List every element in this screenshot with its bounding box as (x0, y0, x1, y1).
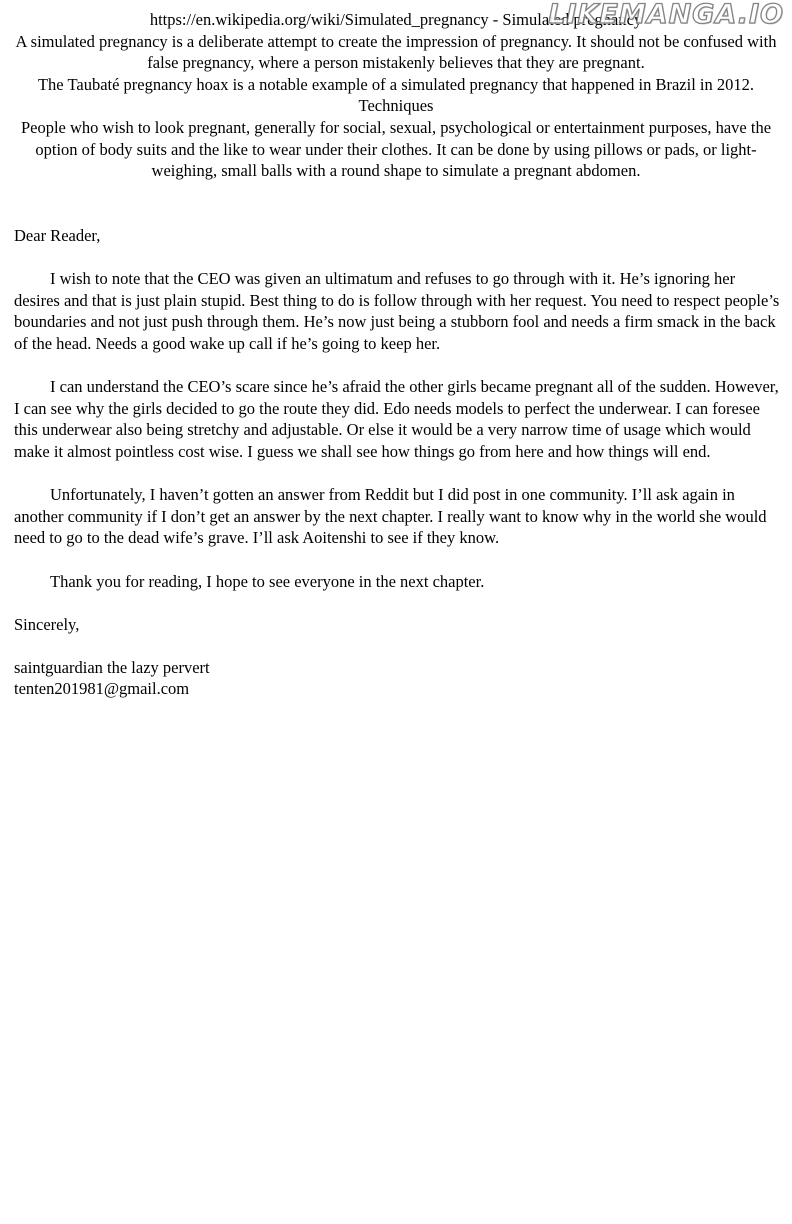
letter-paragraph: I wish to note that the CEO was given an ultimatum and refuses to go through with it. He’s ignoring her desires and that is just plain stupid. Best thing to do is follow through with her request. You need to respect people’s boundaries and not just push through them. He’s now just being a stubborn fool and needs a firm smack in the back of the head. Needs a good wake up call if he’s going to keep her. (14, 269, 780, 353)
letter-paragraph: I can understand the CEO’s scare since he’s afraid the other girls became pregnant all of the sudden. However, I can see why the girls decided to go the route they did. Edo needs models to perfect the underwear. I can foresee this underwear also being stretchy and adjustable. Or else it would be a very narrow time of usage which would make it almost pointless cost wise. I guess we shall see how things go from here and how things will end. (14, 377, 779, 461)
example-text: The Taubaté pregnancy hoax is a notable example of a simulated pregnancy that happened in Brazil in 2012. (37, 74, 755, 94)
definition-text: A simulated pregnancy is a deliberate attempt to create the impression of pregnancy. It should not be confused with false pregnancy, where a person mistakenly believes that they are pregnant. (15, 31, 777, 73)
site-watermark: LIKEMANGA.IO (548, 0, 784, 30)
closing: Sincerely, (14, 614, 80, 634)
section-title: Techniques (358, 96, 434, 116)
wikipedia-excerpt (14, 9, 778, 182)
signature-name: saintguardian the lazy pervert (14, 657, 210, 677)
source-url-line: https://en.wikipedia.org/wiki/Simulated_pregnancy - Simulated pregnancy (149, 10, 643, 29)
letter-paragraph: Thank you for reading, I hope to see everyone in the next chapter. (50, 571, 485, 591)
signature-email: tenten201981@gmail.com (14, 679, 190, 699)
greeting: Dear Reader, (14, 226, 101, 245)
author-letter (14, 225, 780, 700)
letter-paragraph: Unfortunately, I haven’t gotten an answer from Reddit but I did post in one community. I’ll ask again in another community if I don’t get an answer by the next chapter. I really want to know why in the world she would need to go to the dead wife’s grave. I’ll ask Aoitenshi to see if they know. (14, 485, 767, 548)
techniques-text: People who wish to look pregnant, generally for social, sexual, psychological or entertainment purposes, have the option of body suits and the like to wear under their clothes. It can be done by using pillows or pads, or light-weighing, small balls with a round shape to simulate a pregnant abdomen. (20, 117, 772, 181)
